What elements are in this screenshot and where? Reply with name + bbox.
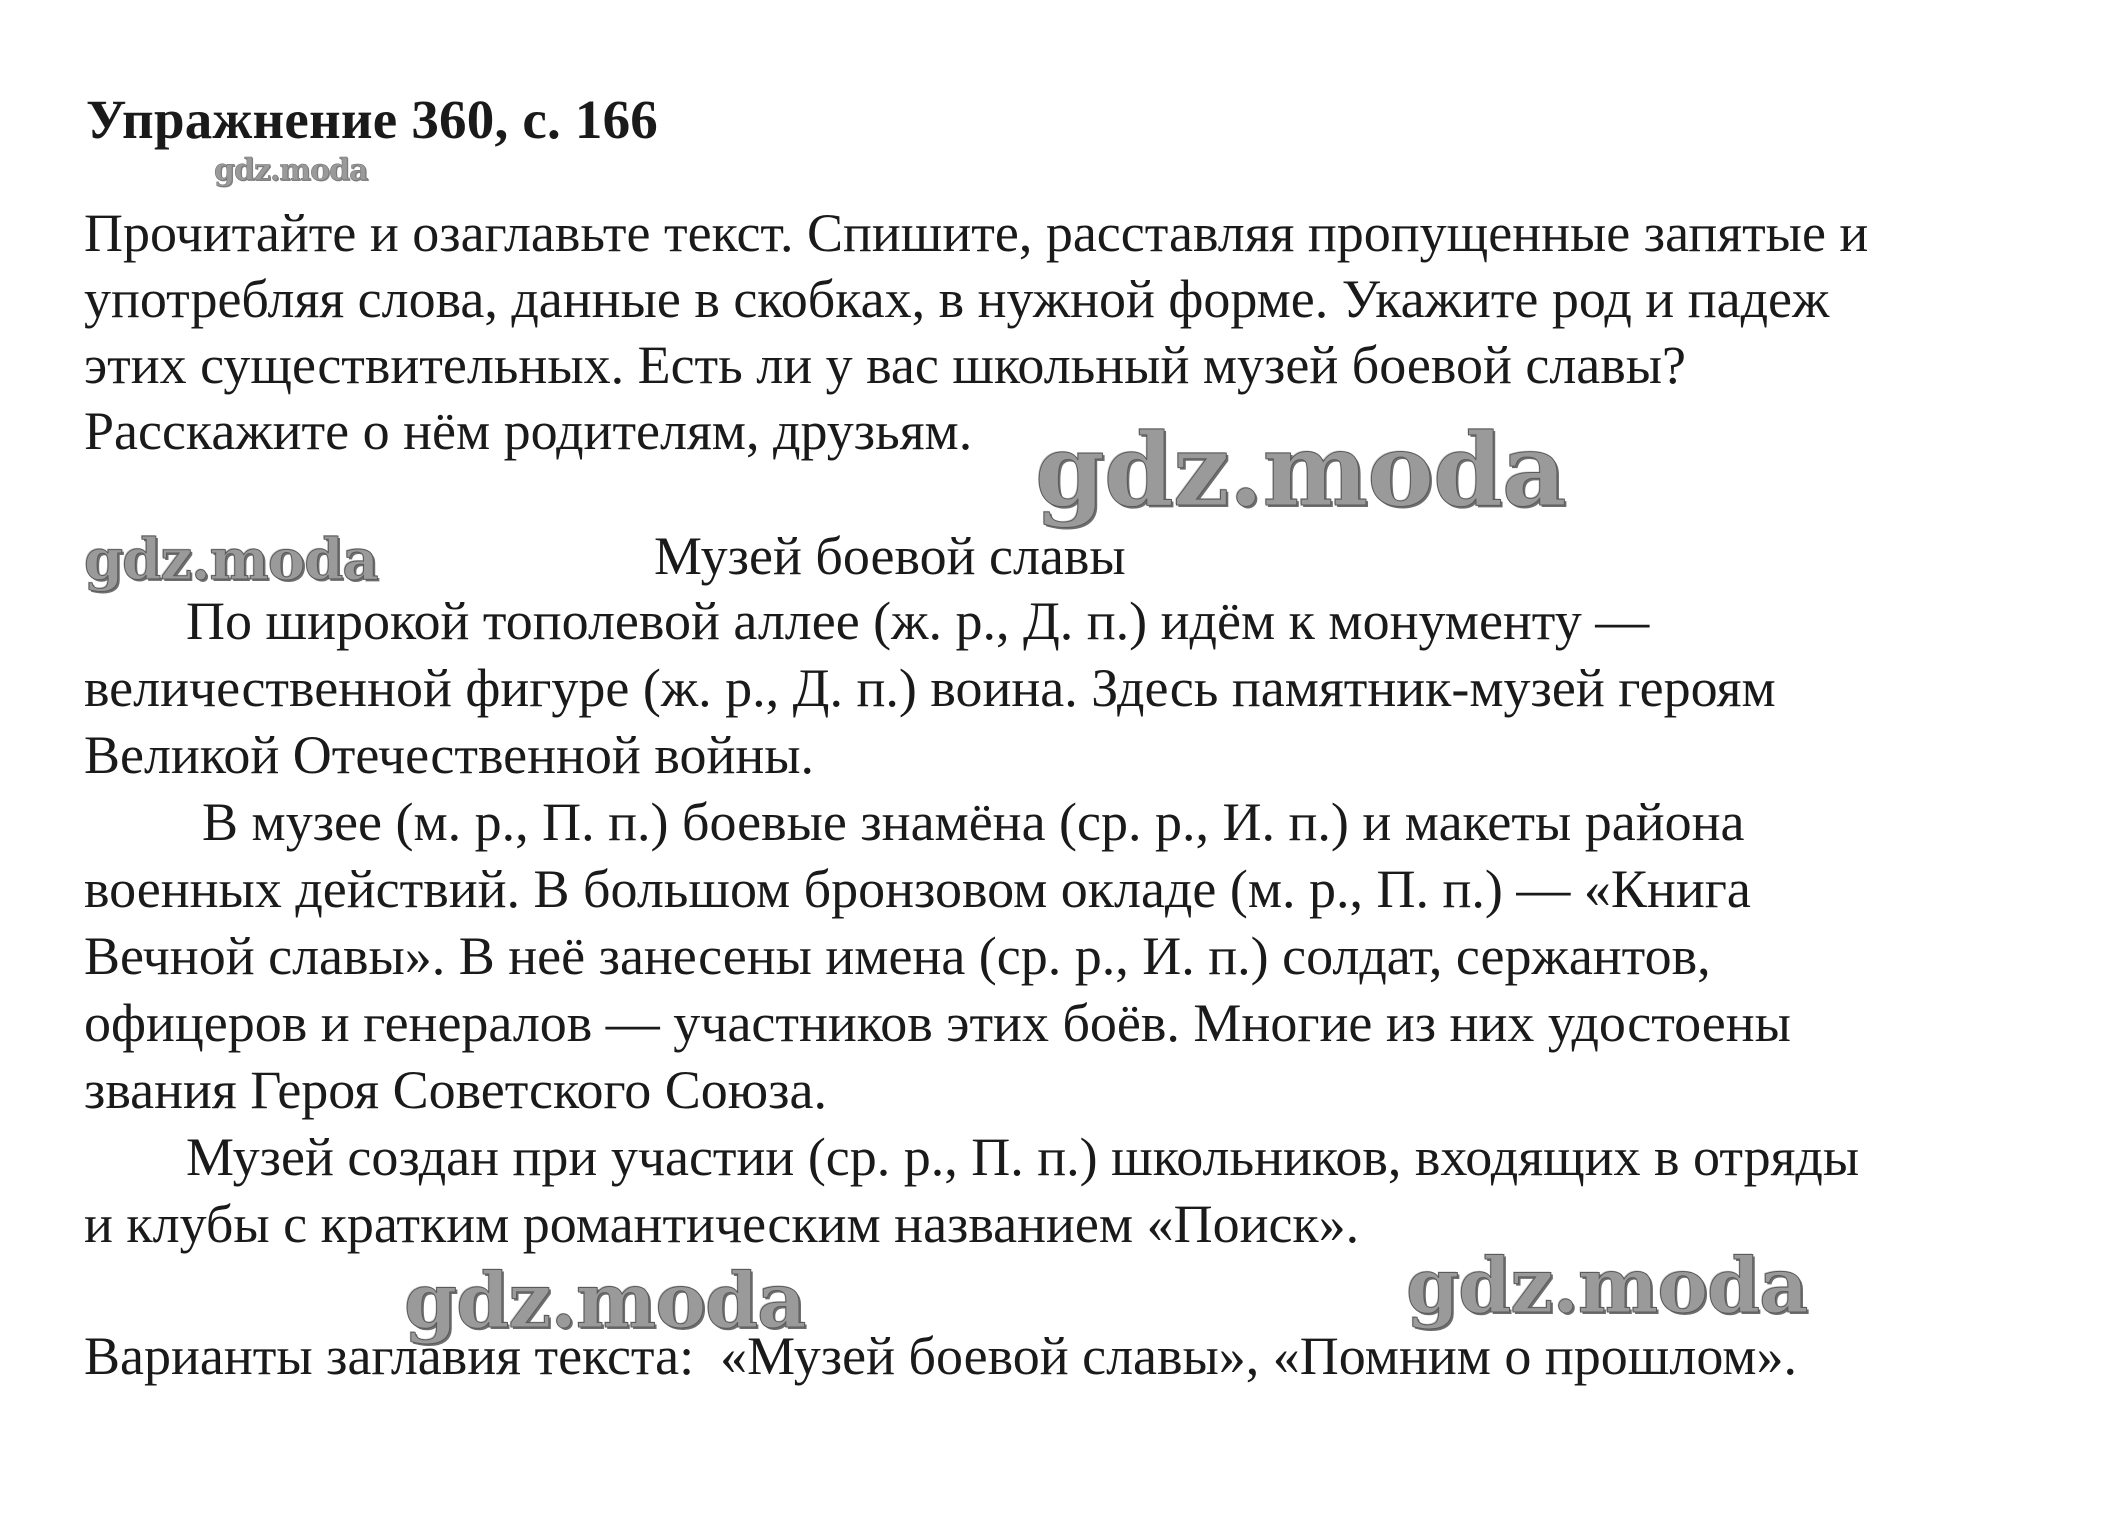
story-line: звания Героя Советского Союза. [84,1060,827,1120]
story-paragraph [84,1124,2074,1258]
task-line: Расскажите о нём родителям, друзьям. [84,401,973,461]
story-line: Вечной славы». В неё занесены имена (ср. р., И. п.) солдат, сержантов, [84,926,1711,986]
story-line: В музее (м. р., П. п.) боевые знамёна (ср. р., И. п.) и макеты района [202,792,1745,852]
watermark-large: gdz.moda [1035,411,1566,529]
story-line: Великой Отечественной войны. [84,725,815,785]
exercise-title: Упражнение 360, с. 166 [86,89,658,150]
story-line: офицеров и генералов — участников этих боёв. Многие из них удостоены [84,993,1791,1053]
answer-line [84,1325,1797,1387]
watermark-small: gdz.moda [214,153,368,188]
story-line: и клубы с кратким романтическим названием «Поиск». [84,1194,1360,1254]
story-line: величественной фигуре (ж. р., Д. п.) воина. Здесь памятник-музей героям [84,658,1776,718]
watermark-bottom-right: gdz.moda [1406,1241,1808,1330]
story-line: По широкой тополевой аллее (ж. р., Д. п.) идём к монументу — [186,591,1650,651]
watermark-mid-left: gdz.moda [84,527,378,593]
answer-value: «Музей боевой славы», «Помним о прошлом». [720,1326,1797,1386]
story-line: военных действий. В большом бронзовом окладе (м. р., П. п.) — «Книга [84,859,1751,919]
answer-label: Варианты заглавия текста: [84,1326,695,1386]
task-line: Прочитайте и озаглавьте текст. Спишите, расставляя пропущенные запятые и [84,203,1869,263]
story-paragraph [84,789,2074,1124]
story-line: Музей создан при участии (ср. р., П. п.) школьников, входящих в отряды [186,1127,1860,1187]
task-line: употребляя слова, данные в скобках, в нужной форме. Укажите род и падеж [84,269,1830,329]
watermark-bottom-left: gdz.moda [404,1256,806,1345]
task-line: этих существительных. Есть ли у вас школьный музей боевой славы? [84,335,1686,395]
story-paragraph [84,588,2074,789]
story-body [84,588,2074,1258]
text-title: Музей боевой славы [654,526,1126,586]
